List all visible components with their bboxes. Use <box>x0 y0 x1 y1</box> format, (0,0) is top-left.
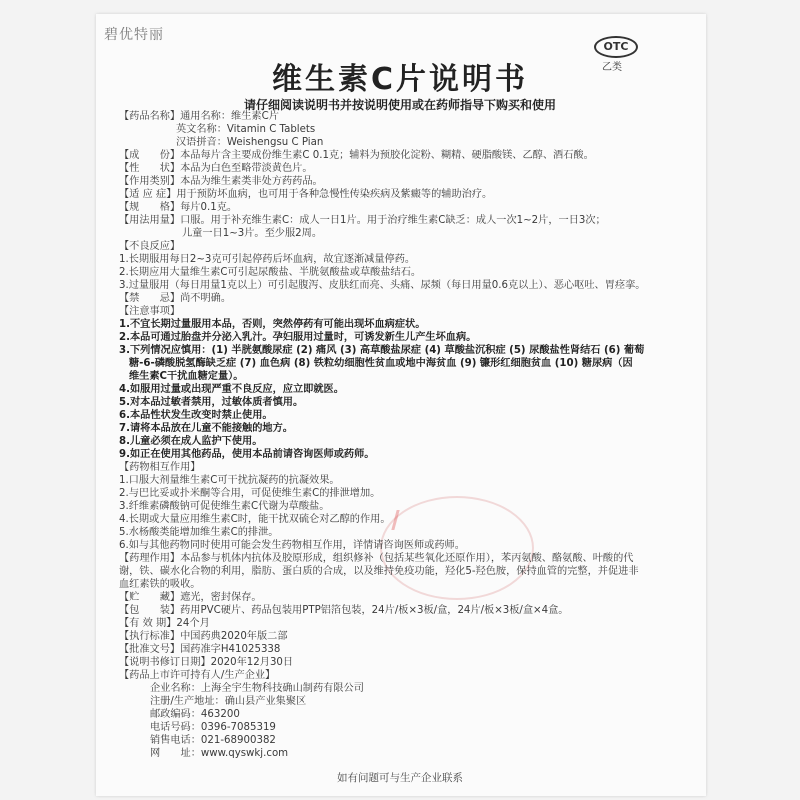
text-line: 【性 状】本品为白色至略带淡黄色片。 <box>119 163 313 174</box>
text-line: 网 址：www.qyswkj.com <box>150 748 289 759</box>
text-line: 汉语拼音：Weishengsu C Pian <box>176 137 324 148</box>
text-line: 1.不宜长期过量服用本品，否则，突然停药有可能出现坏血病症状。 <box>119 319 426 330</box>
text-line: 8.儿童必须在成人监护下使用。 <box>119 436 263 447</box>
document-title: 维生素C片说明书 <box>271 62 529 97</box>
footer-note: 如有问题可与生产企业联系 <box>337 772 463 784</box>
text-line: 【药物相互作用】 <box>119 462 201 473</box>
text-line: 血红素铁的吸收。 <box>119 579 201 590</box>
text-line: 谢，铁、碳水化合物的利用，脂肪、蛋白质的合成，以及维持免疫功能，羟化5-羟色胺，保持血管的完整，并促进非 <box>119 566 639 577</box>
text-line: 英文名称：Vitamin C Tablets <box>176 124 316 135</box>
text-line: 【注意事项】 <box>119 306 181 317</box>
text-line: 6.本品性状发生改变时禁止使用。 <box>119 410 273 421</box>
text-line: 维生素C干扰血糖定量）。 <box>129 371 244 382</box>
document-subtitle: 请仔细阅读说明书并按说明使用或在药师指导下购买和使用 <box>243 98 556 112</box>
text-line: 【批准文号】国药准字H41025338 <box>119 644 281 655</box>
text-line: 电话号码：0396-7085319 <box>150 722 276 733</box>
text-line: 【不良反应】 <box>119 241 181 252</box>
text-line: 【规 格】每片0.1克。 <box>119 202 238 213</box>
text-line: 【有 效 期】24个月 <box>119 618 210 629</box>
text-line: 4.长期或大量应用维生素C时，能干扰双硫仑对乙醇的作用。 <box>119 514 391 525</box>
text-line: 【说明书修订日期】2020年12月30日 <box>119 657 294 668</box>
text-line: 销售电话：021-68900382 <box>150 735 276 746</box>
text-line: 【贮 藏】遮光，密封保存。 <box>119 592 262 603</box>
text-line: 【适 应 症】用于预防坏血病，也可用于各种急慢性传染疾病及紫癜等的辅助治疗。 <box>119 189 493 200</box>
text-line: 3.过量服用（每日用量1克以上）可引起腹泻、皮肤红而亮、头痛、尿频（每日用量0.6克以上）、恶心呕吐、胃痉挛。 <box>119 280 646 291</box>
text-line: 儿童一日1~3片。至少服2周。 <box>182 228 323 239</box>
text-line: 【药理作用】本品参与机体内抗体及胶原形成，组织修补（包括某些氧化还原作用），苯丙氨酸、酪氨酸、叶酸的代 <box>119 553 634 564</box>
text-line: 邮政编码：463200 <box>150 709 240 720</box>
text-line: 2.本品可通过胎盘并分泌入乳汁。孕妇服用过量时，可诱发新生儿产生坏血病。 <box>119 332 477 343</box>
text-line: 3.下列情况应慎用：(1) 半胱氨酸尿症 (2) 痛风 (3) 高草酸盐尿症 (4) 草酸盐沉积症 (5) 尿酸盐性肾结石 (6) 葡萄 <box>119 345 645 356</box>
text-line: 4.如服用过量或出现严重不良反应，应立即就医。 <box>119 384 344 395</box>
text-line: 【包 装】药用PVC硬片、药品包装用PTP铝箔包装，24片/板×3板/盒，24片/板×3板/盒×4盒。 <box>119 605 569 616</box>
text-line: 5.水杨酸类能增加维生素C的排泄。 <box>119 527 279 538</box>
text-line: 5.对本品过敏者禁用，过敏体质者慎用。 <box>119 397 304 408</box>
text-line: 3.纤维素磷酸钠可促使维生素C代谢为草酸盐。 <box>119 501 330 512</box>
text-line: 【禁 忌】尚不明确。 <box>119 293 232 304</box>
text-line: 2.长期应用大量维生素C可引起尿酸盐、半胱氨酸盐或草酸盐结石。 <box>119 267 422 278</box>
text-line: 1.口服大剂量维生素C可干扰抗凝药的抗凝效果。 <box>119 475 340 486</box>
text-line: 注册/生产地址：确山县产业集聚区 <box>150 696 307 707</box>
text-line: 【用法用量】口服。用于补充维生素C：成人一日1片。用于治疗维生素C缺乏：成人一次1~2片，一日3次； <box>119 215 606 226</box>
otc-badge: OTC <box>594 36 638 58</box>
brand-logo: 碧优特丽 <box>104 27 164 43</box>
text-line: 糖-6-磷酸脱氢酶缺乏症 (7) 血色病 (8) 铁粒幼细胞性贫血或地中海贫血 (9) 镰形红细胞贫血 (10) 糖尿病（因 <box>129 358 633 369</box>
otc-class-label: 乙类 <box>602 62 622 73</box>
text-line: 【药品上市许可持有人/生产企业】 <box>119 670 276 681</box>
text-line: 【作用类别】本品为维生素类非处方药药品。 <box>119 176 323 187</box>
text-line: 6.如与其他药物同时使用可能会发生药物相互作用，详情请咨询医师或药师。 <box>119 540 465 551</box>
text-line: 【成 份】本品每片含主要成份维生素C 0.1克；辅料为预胶化淀粉、糊精、硬脂酸镁、乙醇、酒石酸。 <box>119 150 594 161</box>
text-line: 【执行标准】中国药典2020年版二部 <box>119 631 288 642</box>
text-line: 【药品名称】通用名称：维生素C片 <box>119 111 279 122</box>
text-line: 企业名称：上海全宇生物科技确山制药有限公司 <box>150 683 364 694</box>
text-line: 2.与巴比妥或扑米酮等合用，可促使维生素C的排泄增加。 <box>119 488 381 499</box>
text-line: 7.请将本品放在儿童不能接触的地方。 <box>119 423 293 434</box>
text-line: 9.如正在使用其他药品，使用本品前请咨询医师或药师。 <box>119 449 375 460</box>
text-line: 1.长期服用每日2~3克可引起停药后坏血病，故宜逐渐减量停药。 <box>119 254 416 265</box>
